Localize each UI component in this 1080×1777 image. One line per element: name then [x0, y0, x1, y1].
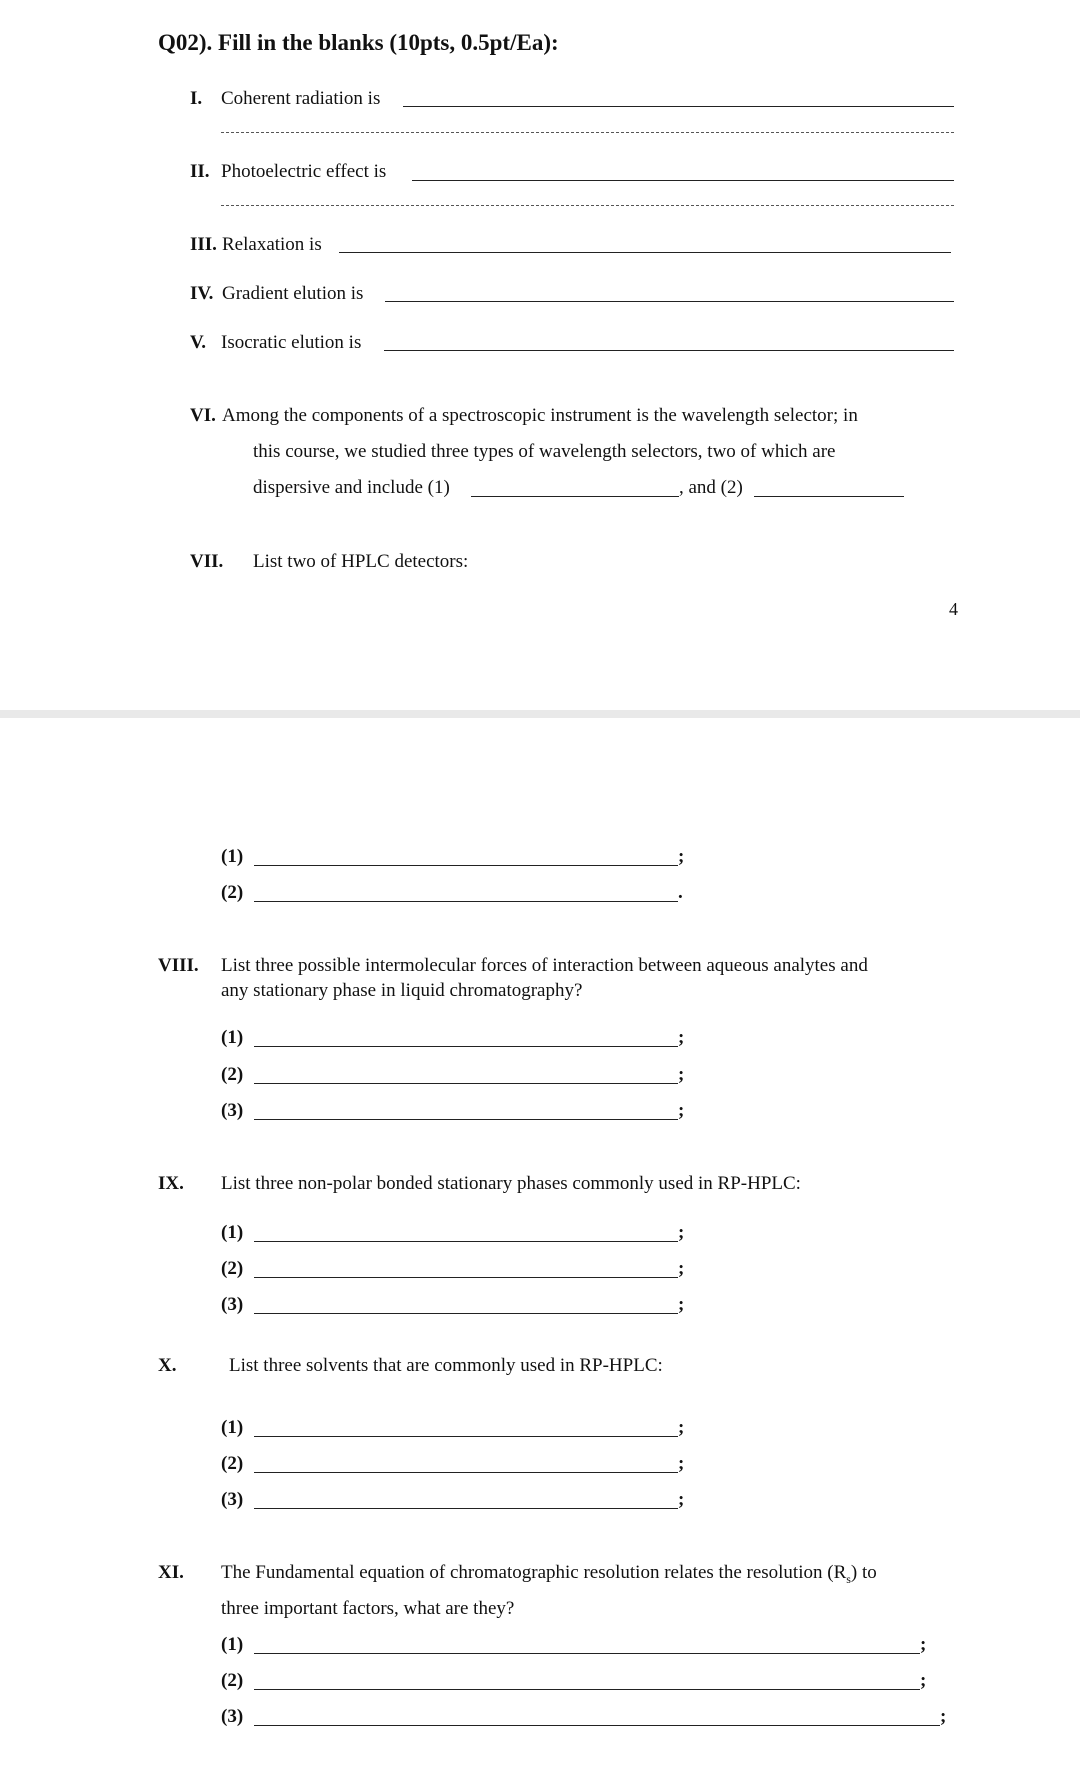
item-viii-blank-3[interactable]: [254, 1119, 678, 1120]
item-viii-number: VIII.: [158, 955, 199, 976]
item-x-text: List three solvents that are commonly used in RP-HPLC:: [229, 1355, 663, 1376]
item-xi-end-1: ;: [920, 1634, 927, 1655]
item-ix-text: List three non-polar bonded stationary phases commonly used in RP-HPLC:: [221, 1173, 801, 1194]
item-ii-text: Photoelectric effect is: [221, 161, 387, 182]
item-ii-number: II.: [190, 161, 210, 182]
item-ix-blank-label-3: (3): [221, 1294, 244, 1315]
item-xi-number: XI.: [158, 1562, 184, 1583]
item-viii-end-1: ;: [678, 1027, 685, 1048]
item-x-blank-1[interactable]: [254, 1436, 678, 1437]
item-ii-blank-line-2[interactable]: [221, 205, 954, 206]
item-x-end-1: ;: [678, 1417, 685, 1438]
item-xi-end-2: ;: [920, 1670, 927, 1691]
item-xi-end-3: ;: [940, 1706, 947, 1727]
item-i-number: I.: [190, 88, 203, 109]
item-i-text: Coherent radiation is: [221, 88, 381, 109]
question-title: Q02). Fill in the blanks (10pts, 0.5pt/Ea):: [158, 30, 559, 55]
item-xi-blank-label-3: (3): [221, 1706, 244, 1727]
item-vi-line-1: Among the components of a spectroscopic instrument is the wavelength selector; in: [222, 405, 858, 426]
item-xi-blank-1[interactable]: [254, 1653, 920, 1654]
item-ix-blank-2[interactable]: [254, 1277, 678, 1278]
page-number: 4: [949, 599, 958, 619]
item-ix-end-2: ;: [678, 1258, 685, 1279]
item-vii-blank-1[interactable]: [254, 865, 678, 866]
item-xi-rs-subscript: s: [846, 1571, 851, 1586]
item-x-blank-label-3: (3): [221, 1489, 244, 1510]
item-vii-blank-label-1: (1): [221, 846, 244, 867]
item-viii-line-2: any stationary phase in liquid chromatography?: [221, 980, 583, 1001]
page-divider: [0, 710, 1080, 718]
item-iii-text: Relaxation is: [222, 234, 322, 255]
item-viii-blank-1[interactable]: [254, 1046, 678, 1047]
item-viii-blank-label-2: (2): [221, 1064, 244, 1085]
item-vi-number: VI.: [190, 405, 216, 426]
item-viii-blank-2[interactable]: [254, 1083, 678, 1084]
item-xi-blank-label-1: (1): [221, 1634, 244, 1655]
item-x-blank-label-2: (2): [221, 1453, 244, 1474]
item-xi-blank-label-2: (2): [221, 1670, 244, 1691]
item-ix-blank-label-1: (1): [221, 1222, 244, 1243]
item-vii-end-1: ;: [678, 846, 685, 867]
item-x-blank-label-1: (1): [221, 1417, 244, 1438]
item-x-blank-2[interactable]: [254, 1472, 678, 1473]
item-vi-line-3b: , and (2): [679, 477, 743, 498]
item-viii-blank-label-3: (3): [221, 1100, 244, 1121]
item-vii-end-2: .: [678, 882, 683, 903]
item-i-blank-line-2[interactable]: [221, 132, 954, 133]
item-xi-line-1: [221, 1562, 877, 1587]
item-viii-blank-label-1: (1): [221, 1027, 244, 1048]
item-viii-line-1: List three possible intermolecular forces of interaction between aqueous analytes and: [221, 955, 868, 976]
item-vi-blank-2[interactable]: [754, 496, 904, 497]
item-ix-number: IX.: [158, 1173, 184, 1194]
item-x-end-2: ;: [678, 1453, 685, 1474]
item-xi-blank-3[interactable]: [254, 1725, 940, 1726]
page-5: [0, 718, 1080, 1777]
item-vi-blank-1[interactable]: [471, 496, 679, 497]
item-iv-blank-line[interactable]: [385, 301, 954, 302]
item-xi-line-1b: ) to: [850, 1562, 877, 1583]
item-viii-end-2: ;: [678, 1064, 685, 1085]
item-xi-line-2: three important factors, what are they?: [221, 1598, 515, 1619]
item-x-blank-3[interactable]: [254, 1508, 678, 1509]
item-xi-line-1a: The Fundamental equation of chromatographic resolution relates the resolution (R: [221, 1562, 847, 1583]
item-x-number: X.: [158, 1355, 177, 1376]
page-4: [0, 0, 1080, 710]
item-iv-text: Gradient elution is: [222, 283, 364, 304]
item-vi-line-2: this course, we studied three types of wavelength selectors, two of which are: [253, 441, 836, 462]
item-vi-line-3a: dispersive and include (1): [253, 477, 450, 498]
item-xi-blank-2[interactable]: [254, 1689, 920, 1690]
item-ii-blank-line-1[interactable]: [412, 180, 954, 181]
item-vii-blank-2[interactable]: [254, 901, 678, 902]
item-v-blank-line[interactable]: [384, 350, 954, 351]
item-viii-end-3: ;: [678, 1100, 685, 1121]
item-v-number: V.: [190, 332, 207, 353]
item-ix-end-3: ;: [678, 1294, 685, 1315]
item-iii-number: III.: [190, 234, 217, 255]
item-iv-number: IV.: [190, 283, 214, 304]
item-vii-number: VII.: [190, 551, 224, 572]
item-ix-blank-3[interactable]: [254, 1313, 678, 1314]
item-ix-blank-1[interactable]: [254, 1241, 678, 1242]
item-vii-blank-label-2: (2): [221, 882, 244, 903]
item-ix-end-1: ;: [678, 1222, 685, 1243]
item-v-text: Isocratic elution is: [221, 332, 362, 353]
item-vii-text: List two of HPLC detectors:: [253, 551, 469, 572]
item-iii-blank-line[interactable]: [339, 252, 951, 253]
item-i-blank-line-1[interactable]: [403, 106, 954, 107]
item-ix-blank-label-2: (2): [221, 1258, 244, 1279]
item-x-end-3: ;: [678, 1489, 685, 1510]
